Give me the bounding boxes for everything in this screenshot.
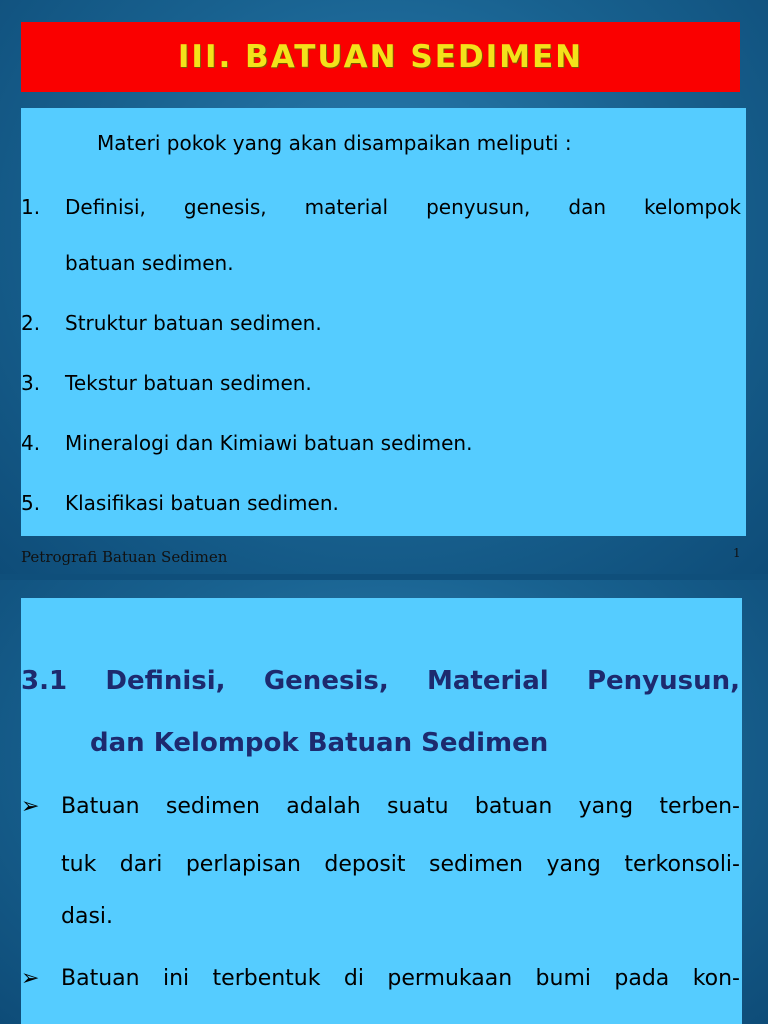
list-text-continued: batuan sedimen. <box>65 251 234 275</box>
bullet-text: Batuan sedimen adalah suatu batuan yang terben- <box>61 794 740 819</box>
intro-text: Materi pokok yang akan disampaikan meliputi : <box>97 131 572 155</box>
arrow-bullet-icon: ➢ <box>21 794 40 819</box>
list-number: 1. <box>21 195 41 219</box>
list-text: Struktur batuan sedimen. <box>65 311 322 335</box>
slide-page-number: 1 <box>733 546 741 560</box>
section-heading-continued: dan Kelompok Batuan Sedimen <box>90 728 549 758</box>
section-heading: 3.1 Definisi, Genesis, Material Penyusun, <box>21 666 740 696</box>
slide-footer: Petrografi Batuan Sedimen <box>21 548 228 566</box>
list-number: 4. <box>21 431 41 455</box>
list-number: 2. <box>21 311 41 335</box>
bullet-text: Batuan ini terbentuk di permukaan bumi pada kon- <box>61 966 740 991</box>
bullet-text: tuk dari perlapisan deposit sedimen yang terkonsoli- <box>61 852 740 877</box>
list-text: Klasifikasi batuan sedimen. <box>65 491 339 515</box>
title-bar <box>21 22 740 92</box>
list-number: 5. <box>21 491 41 515</box>
list-text: Tekstur batuan sedimen. <box>65 371 312 395</box>
slide-title: III. BATUAN SEDIMEN <box>177 39 584 75</box>
bullet-text: dasi. <box>61 904 114 929</box>
list-number: 3. <box>21 371 41 395</box>
list-text: Mineralogi dan Kimiawi batuan sedimen. <box>65 431 473 455</box>
list-text: Definisi, genesis, material penyusun, dan kelompok <box>65 195 741 219</box>
arrow-bullet-icon: ➢ <box>21 966 40 991</box>
slide-separator <box>0 574 768 580</box>
